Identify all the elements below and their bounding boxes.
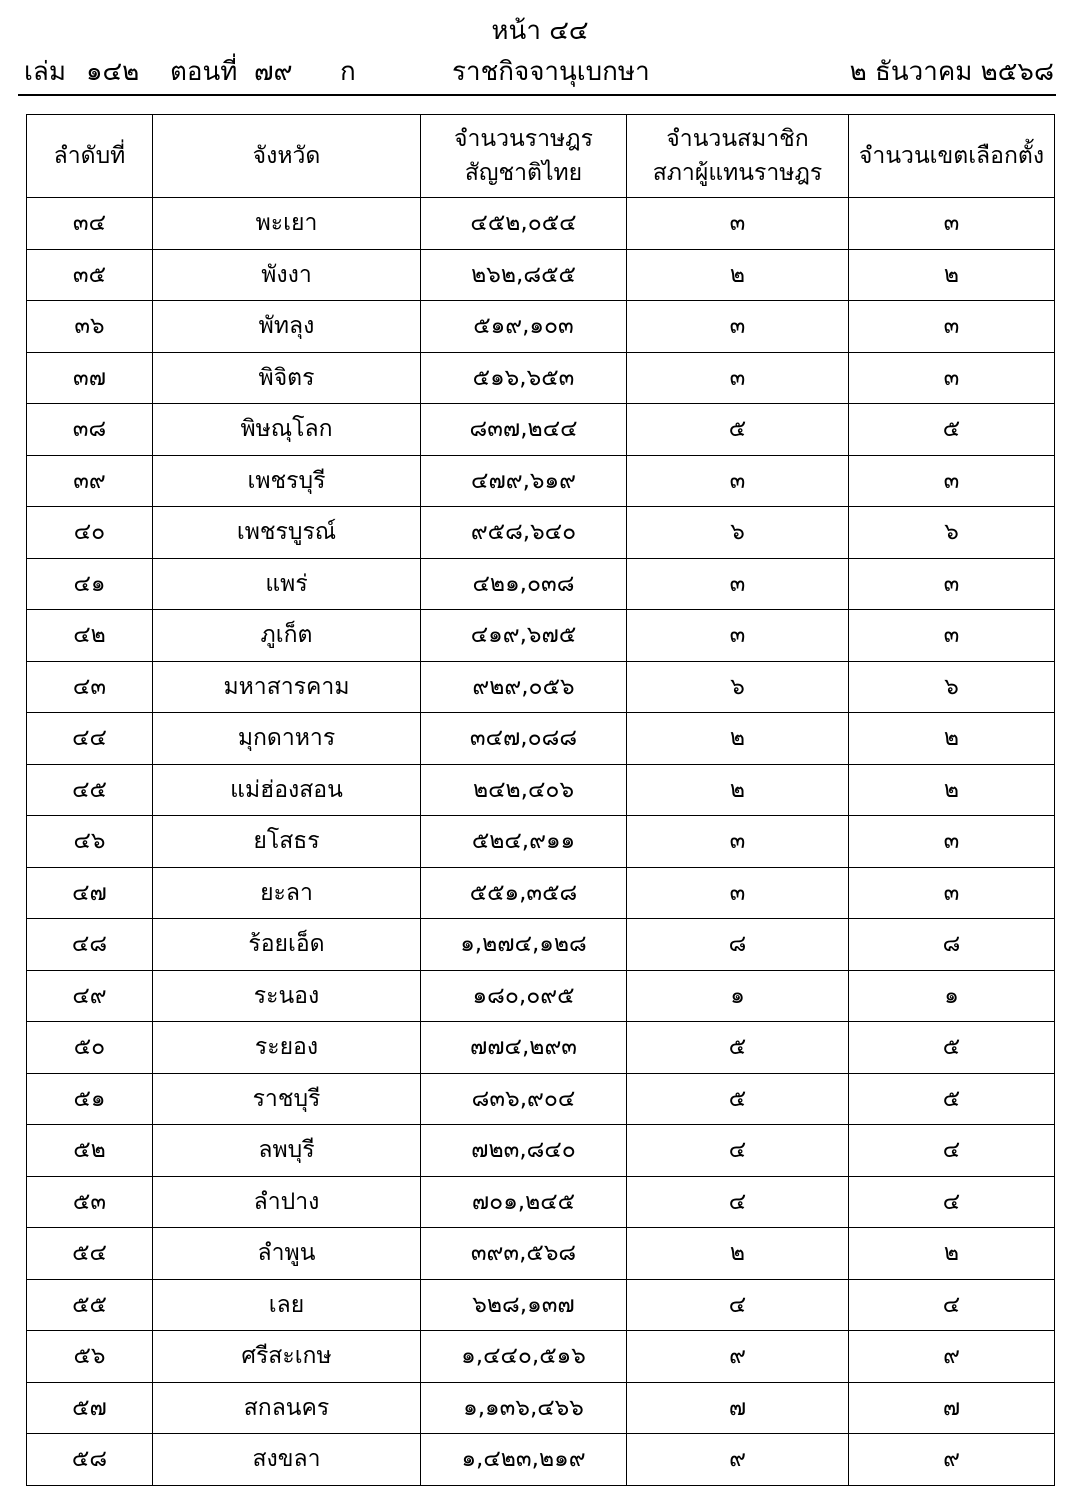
cell-population: ๕๑๙,๑๐๓ <box>421 301 627 353</box>
table-row <box>27 352 1055 404</box>
cell-members: ๓ <box>627 610 849 662</box>
cell-order: ๕๕ <box>27 1279 153 1331</box>
cell-province: เพชรบุรี <box>153 455 421 507</box>
cell-order: ๔๑ <box>27 558 153 610</box>
cell-province: พิษณุโลก <box>153 404 421 456</box>
table-row <box>27 1228 1055 1280</box>
cell-members: ๓ <box>627 816 849 868</box>
gazette-header <box>22 54 1058 90</box>
cell-province: ลพบุรี <box>153 1125 421 1177</box>
cell-members: ๓ <box>627 455 849 507</box>
cell-population: ๓๙๓,๕๖๘ <box>421 1228 627 1280</box>
cell-population: ๑,๒๗๔,๑๒๘ <box>421 919 627 971</box>
cell-order: ๓๘ <box>27 404 153 456</box>
cell-province: เพชรบูรณ์ <box>153 507 421 559</box>
cell-province: พังงา <box>153 249 421 301</box>
cell-population: ๔๑๙,๖๗๕ <box>421 610 627 662</box>
table-row <box>27 455 1055 507</box>
cell-population: ๔๕๒,๐๕๔ <box>421 198 627 250</box>
cell-province: ระยอง <box>153 1022 421 1074</box>
cell-members: ๙ <box>627 1434 849 1486</box>
table-row <box>27 249 1055 301</box>
cell-districts: ๖ <box>849 661 1055 713</box>
table-row <box>27 198 1055 250</box>
cell-members: ๘ <box>627 919 849 971</box>
cell-province: ลำพูน <box>153 1228 421 1280</box>
cell-members: ๕ <box>627 1022 849 1074</box>
table-header-row <box>27 115 1055 198</box>
cell-population: ๔๗๙,๖๑๙ <box>421 455 627 507</box>
cell-order: ๕๓ <box>27 1176 153 1228</box>
cell-members: ๓ <box>627 301 849 353</box>
cell-order: ๔๗ <box>27 867 153 919</box>
cell-order: ๔๒ <box>27 610 153 662</box>
cell-province: เลย <box>153 1279 421 1331</box>
cell-order: ๓๖ <box>27 301 153 353</box>
cell-order: ๕๔ <box>27 1228 153 1280</box>
cell-districts: ๓ <box>849 301 1055 353</box>
cell-population: ๔๒๑,๐๓๘ <box>421 558 627 610</box>
cell-members: ๔ <box>627 1125 849 1177</box>
table-row <box>27 867 1055 919</box>
page-number: หน้า ๔๔ <box>491 16 589 46</box>
cell-population: ๙๒๙,๐๕๖ <box>421 661 627 713</box>
cell-province: ศรีสะเกษ <box>153 1331 421 1383</box>
cell-province: ภูเก็ต <box>153 610 421 662</box>
cell-province: ยะลา <box>153 867 421 919</box>
table-row <box>27 1125 1055 1177</box>
cell-districts: ๑ <box>849 970 1055 1022</box>
table-row <box>27 1331 1055 1383</box>
cell-members: ๑ <box>627 970 849 1022</box>
cell-members: ๔ <box>627 1279 849 1331</box>
cell-districts: ๙ <box>849 1434 1055 1486</box>
cell-population: ๒๖๒,๘๕๕ <box>421 249 627 301</box>
constituency-table <box>26 114 1055 1486</box>
cell-province: พะเยา <box>153 198 421 250</box>
cell-order: ๕๐ <box>27 1022 153 1074</box>
column-header-population-line2: สัญชาติไทย <box>464 160 583 186</box>
cell-districts: ๕ <box>849 404 1055 456</box>
cell-order: ๕๗ <box>27 1382 153 1434</box>
table-body <box>27 198 1055 1486</box>
table-row <box>27 1382 1055 1434</box>
cell-order: ๕๒ <box>27 1125 153 1177</box>
table-row <box>27 661 1055 713</box>
issue-number: ๗๙ <box>254 57 293 87</box>
table-row <box>27 610 1055 662</box>
table-row <box>27 1434 1055 1486</box>
cell-members: ๖ <box>627 507 849 559</box>
cell-members: ๓ <box>627 558 849 610</box>
cell-districts: ๓ <box>849 352 1055 404</box>
cell-districts: ๔ <box>849 1125 1055 1177</box>
column-header-population <box>421 115 627 198</box>
cell-districts: ๒ <box>849 1228 1055 1280</box>
table-row <box>27 558 1055 610</box>
cell-members: ๒ <box>627 249 849 301</box>
cell-districts: ๘ <box>849 919 1055 971</box>
cell-districts: ๔ <box>849 1279 1055 1331</box>
table-row <box>27 1279 1055 1331</box>
cell-members: ๗ <box>627 1382 849 1434</box>
cell-population: ๖๒๘,๑๓๗ <box>421 1279 627 1331</box>
cell-order: ๕๑ <box>27 1073 153 1125</box>
cell-districts: ๒ <box>849 764 1055 816</box>
cell-population: ๘๓๗,๒๔๔ <box>421 404 627 456</box>
cell-province: สงขลา <box>153 1434 421 1486</box>
cell-order: ๓๗ <box>27 352 153 404</box>
cell-population: ๑,๑๓๖,๔๖๖ <box>421 1382 627 1434</box>
column-header-members-line2: สภาผู้แทนราษฎร <box>652 160 823 186</box>
cell-province: ระนอง <box>153 970 421 1022</box>
cell-members: ๓ <box>627 198 849 250</box>
cell-districts: ๕ <box>849 1073 1055 1125</box>
cell-members: ๙ <box>627 1331 849 1383</box>
table-row <box>27 1022 1055 1074</box>
column-header-order: ลำดับที่ <box>27 115 153 198</box>
cell-province: มุกดาหาร <box>153 713 421 765</box>
volume-label: เล่ม <box>24 57 66 87</box>
cell-order: ๔๐ <box>27 507 153 559</box>
column-header-population-line1: จำนวนราษฎร <box>454 126 593 152</box>
table-row <box>27 1176 1055 1228</box>
cell-population: ๙๕๘,๖๔๐ <box>421 507 627 559</box>
cell-population: ๑,๔๒๓,๒๑๙ <box>421 1434 627 1486</box>
cell-districts: ๗ <box>849 1382 1055 1434</box>
table-row <box>27 816 1055 868</box>
cell-members: ๕ <box>627 1073 849 1125</box>
cell-order: ๕๖ <box>27 1331 153 1383</box>
cell-districts: ๓ <box>849 816 1055 868</box>
cell-members: ๒ <box>627 713 849 765</box>
cell-members: ๓ <box>627 867 849 919</box>
cell-order: ๕๘ <box>27 1434 153 1486</box>
cell-districts: ๖ <box>849 507 1055 559</box>
cell-province: พัทลุง <box>153 301 421 353</box>
cell-province: ราชบุรี <box>153 1073 421 1125</box>
cell-districts: ๓ <box>849 455 1055 507</box>
cell-province: ลำปาง <box>153 1176 421 1228</box>
cell-districts: ๓ <box>849 198 1055 250</box>
cell-members: ๔ <box>627 1176 849 1228</box>
cell-order: ๓๕ <box>27 249 153 301</box>
cell-population: ๕๒๔,๙๑๑ <box>421 816 627 868</box>
cell-province: สกลนคร <box>153 1382 421 1434</box>
cell-province: ร้อยเอ็ด <box>153 919 421 971</box>
publication-date: ๒ ธันวาคม ๒๕๖๘ <box>849 57 1054 87</box>
volume-number: ๑๔๒ <box>86 57 140 87</box>
cell-districts: ๙ <box>849 1331 1055 1383</box>
cell-members: ๒ <box>627 1228 849 1280</box>
table-row <box>27 301 1055 353</box>
cell-order: ๔๕ <box>27 764 153 816</box>
cell-order: ๔๙ <box>27 970 153 1022</box>
table-row <box>27 507 1055 559</box>
cell-population: ๕๕๑,๓๕๘ <box>421 867 627 919</box>
table-row <box>27 919 1055 971</box>
cell-members: ๒ <box>627 764 849 816</box>
cell-population: ๓๔๗,๐๘๘ <box>421 713 627 765</box>
column-header-members <box>627 115 849 198</box>
cell-population: ๑,๔๔๐,๕๑๖ <box>421 1331 627 1383</box>
table-row <box>27 970 1055 1022</box>
cell-province: พิจิตร <box>153 352 421 404</box>
cell-order: ๔๔ <box>27 713 153 765</box>
cell-members: ๖ <box>627 661 849 713</box>
cell-districts: ๓ <box>849 867 1055 919</box>
table-row <box>27 764 1055 816</box>
cell-order: ๓๔ <box>27 198 153 250</box>
cell-population: ๒๔๒,๔๐๖ <box>421 764 627 816</box>
cell-districts: ๒ <box>849 249 1055 301</box>
cell-order: ๔๘ <box>27 919 153 971</box>
cell-population: ๗๒๓,๘๔๐ <box>421 1125 627 1177</box>
cell-population: ๗๐๑,๒๔๕ <box>421 1176 627 1228</box>
cell-province: มหาสารคาม <box>153 661 421 713</box>
cell-districts: ๕ <box>849 1022 1055 1074</box>
cell-order: ๔๖ <box>27 816 153 868</box>
cell-population: ๕๑๖,๖๕๓ <box>421 352 627 404</box>
table-row <box>27 404 1055 456</box>
table-row <box>27 1073 1055 1125</box>
column-header-province: จังหวัด <box>153 115 421 198</box>
column-header-districts: จำนวนเขตเลือกตั้ง <box>849 115 1055 198</box>
cell-population: ๗๗๔,๒๙๓ <box>421 1022 627 1074</box>
cell-province: ยโสธร <box>153 816 421 868</box>
cell-districts: ๓ <box>849 558 1055 610</box>
cell-members: ๓ <box>627 352 849 404</box>
cell-districts: ๔ <box>849 1176 1055 1228</box>
issue-label: ตอนที่ <box>170 57 238 87</box>
cell-province: แพร่ <box>153 558 421 610</box>
cell-members: ๕ <box>627 404 849 456</box>
cell-districts: ๒ <box>849 713 1055 765</box>
cell-order: ๓๙ <box>27 455 153 507</box>
section-letter: ก <box>340 57 356 87</box>
cell-population: ๑๘๐,๐๙๕ <box>421 970 627 1022</box>
table-row <box>27 713 1055 765</box>
cell-province: แม่ฮ่องสอน <box>153 764 421 816</box>
cell-population: ๘๓๖,๙๐๔ <box>421 1073 627 1125</box>
cell-order: ๔๓ <box>27 661 153 713</box>
header-divider <box>18 94 1056 96</box>
cell-districts: ๓ <box>849 610 1055 662</box>
column-header-members-line1: จำนวนสมาชิก <box>666 126 809 152</box>
gazette-name: ราชกิจจานุเบกษา <box>452 57 650 87</box>
